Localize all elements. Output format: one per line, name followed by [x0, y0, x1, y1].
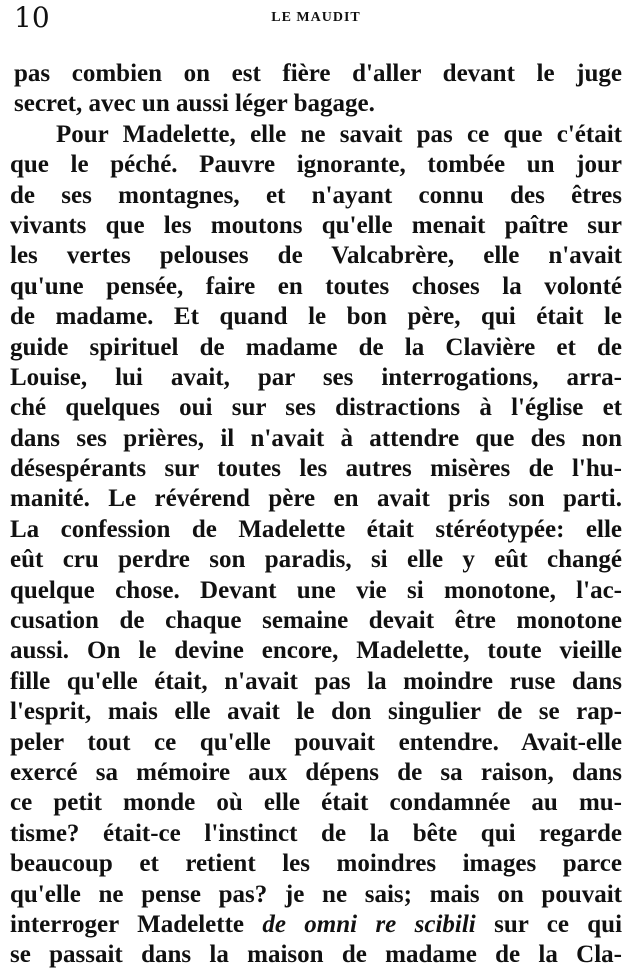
text-line: beaucoup et retient les moindres images parce [10, 850, 622, 878]
text-line: les vertes pelouses de Valcabrère, elle n'avait [10, 242, 622, 270]
text-line: secret, avec un aussi léger bagage. [14, 90, 375, 118]
text-line-with-latin-phrase [10, 910, 622, 940]
text-fragment: interroger Madelette [10, 910, 244, 938]
text-line: exercé sa mémoire aux dépens de sa raison, dans [10, 758, 622, 786]
text-line: ché quelques oui sur ses distractions à l'église et [10, 394, 622, 422]
text-line: quelque chose. Devant une vie si monotone, l'ac- [10, 576, 622, 604]
text-line: guide spirituel de madame de la Clavière et de [10, 333, 622, 361]
text-line: aussi. On le devine encore, Madelette, toute vieille [10, 637, 622, 665]
text-line: fille qu'elle était, n'avait pas la moindre ruse dans [10, 667, 622, 695]
text-line: manité. Le révérend père en avait pris son parti. [10, 485, 622, 513]
text-line: dans ses prières, il n'avait à attendre que des non [10, 424, 622, 452]
text-line: eût cru perdre son paradis, si elle y eût changé [10, 546, 622, 574]
text-line: ce petit monde où elle était condamnée au mu- [10, 789, 622, 817]
text-line: désespérants sur toutes les autres misères de l'hu- [10, 455, 622, 483]
page-number: 10 [14, 1, 50, 34]
text-line: La confession de Madelette était stéréotypée: elle [10, 515, 622, 543]
text-line: de ses montagnes, et n'ayant connu des êtres [10, 181, 622, 209]
text-line: qu'une pensée, faire en toutes choses la volonté [10, 272, 622, 300]
text-line: se passait dans la maison de madame de la Cla- [10, 941, 622, 969]
paragraph-first-line: Pour Madelette, elle ne savait pas ce que c'était [56, 120, 622, 148]
text-line: que le péché. Pauvre ignorante, tombée un jour [10, 151, 622, 179]
text-line: vivants que les moutons qu'elle menait paître sur [10, 211, 622, 239]
text-line: Louise, lui avait, par ses interrogations, arra- [10, 363, 622, 391]
body-text [10, 59, 622, 971]
text-line: de madame. Et quand le bon père, qui était le [10, 303, 622, 331]
text-line: tisme? était-ce l'instinct de la bête qui regarde [10, 819, 622, 847]
text-line: peler tout ce qu'elle pouvait entendre. Avait-elle [10, 728, 622, 756]
text-fragment: sur ce qui [494, 910, 622, 938]
text-line: pas combien on est fière d'aller devant le juge [14, 60, 622, 87]
latin-phrase: de omni re scibili [262, 910, 476, 938]
text-line: qu'elle ne pense pas? je ne sais; mais on pouvait [10, 880, 622, 908]
text-line: cusation de chaque semaine devait être monotone [10, 607, 622, 635]
running-title: LE MAUDIT [271, 10, 361, 25]
text-line: l'esprit, mais elle avait le don singulier de se rap- [10, 698, 622, 726]
